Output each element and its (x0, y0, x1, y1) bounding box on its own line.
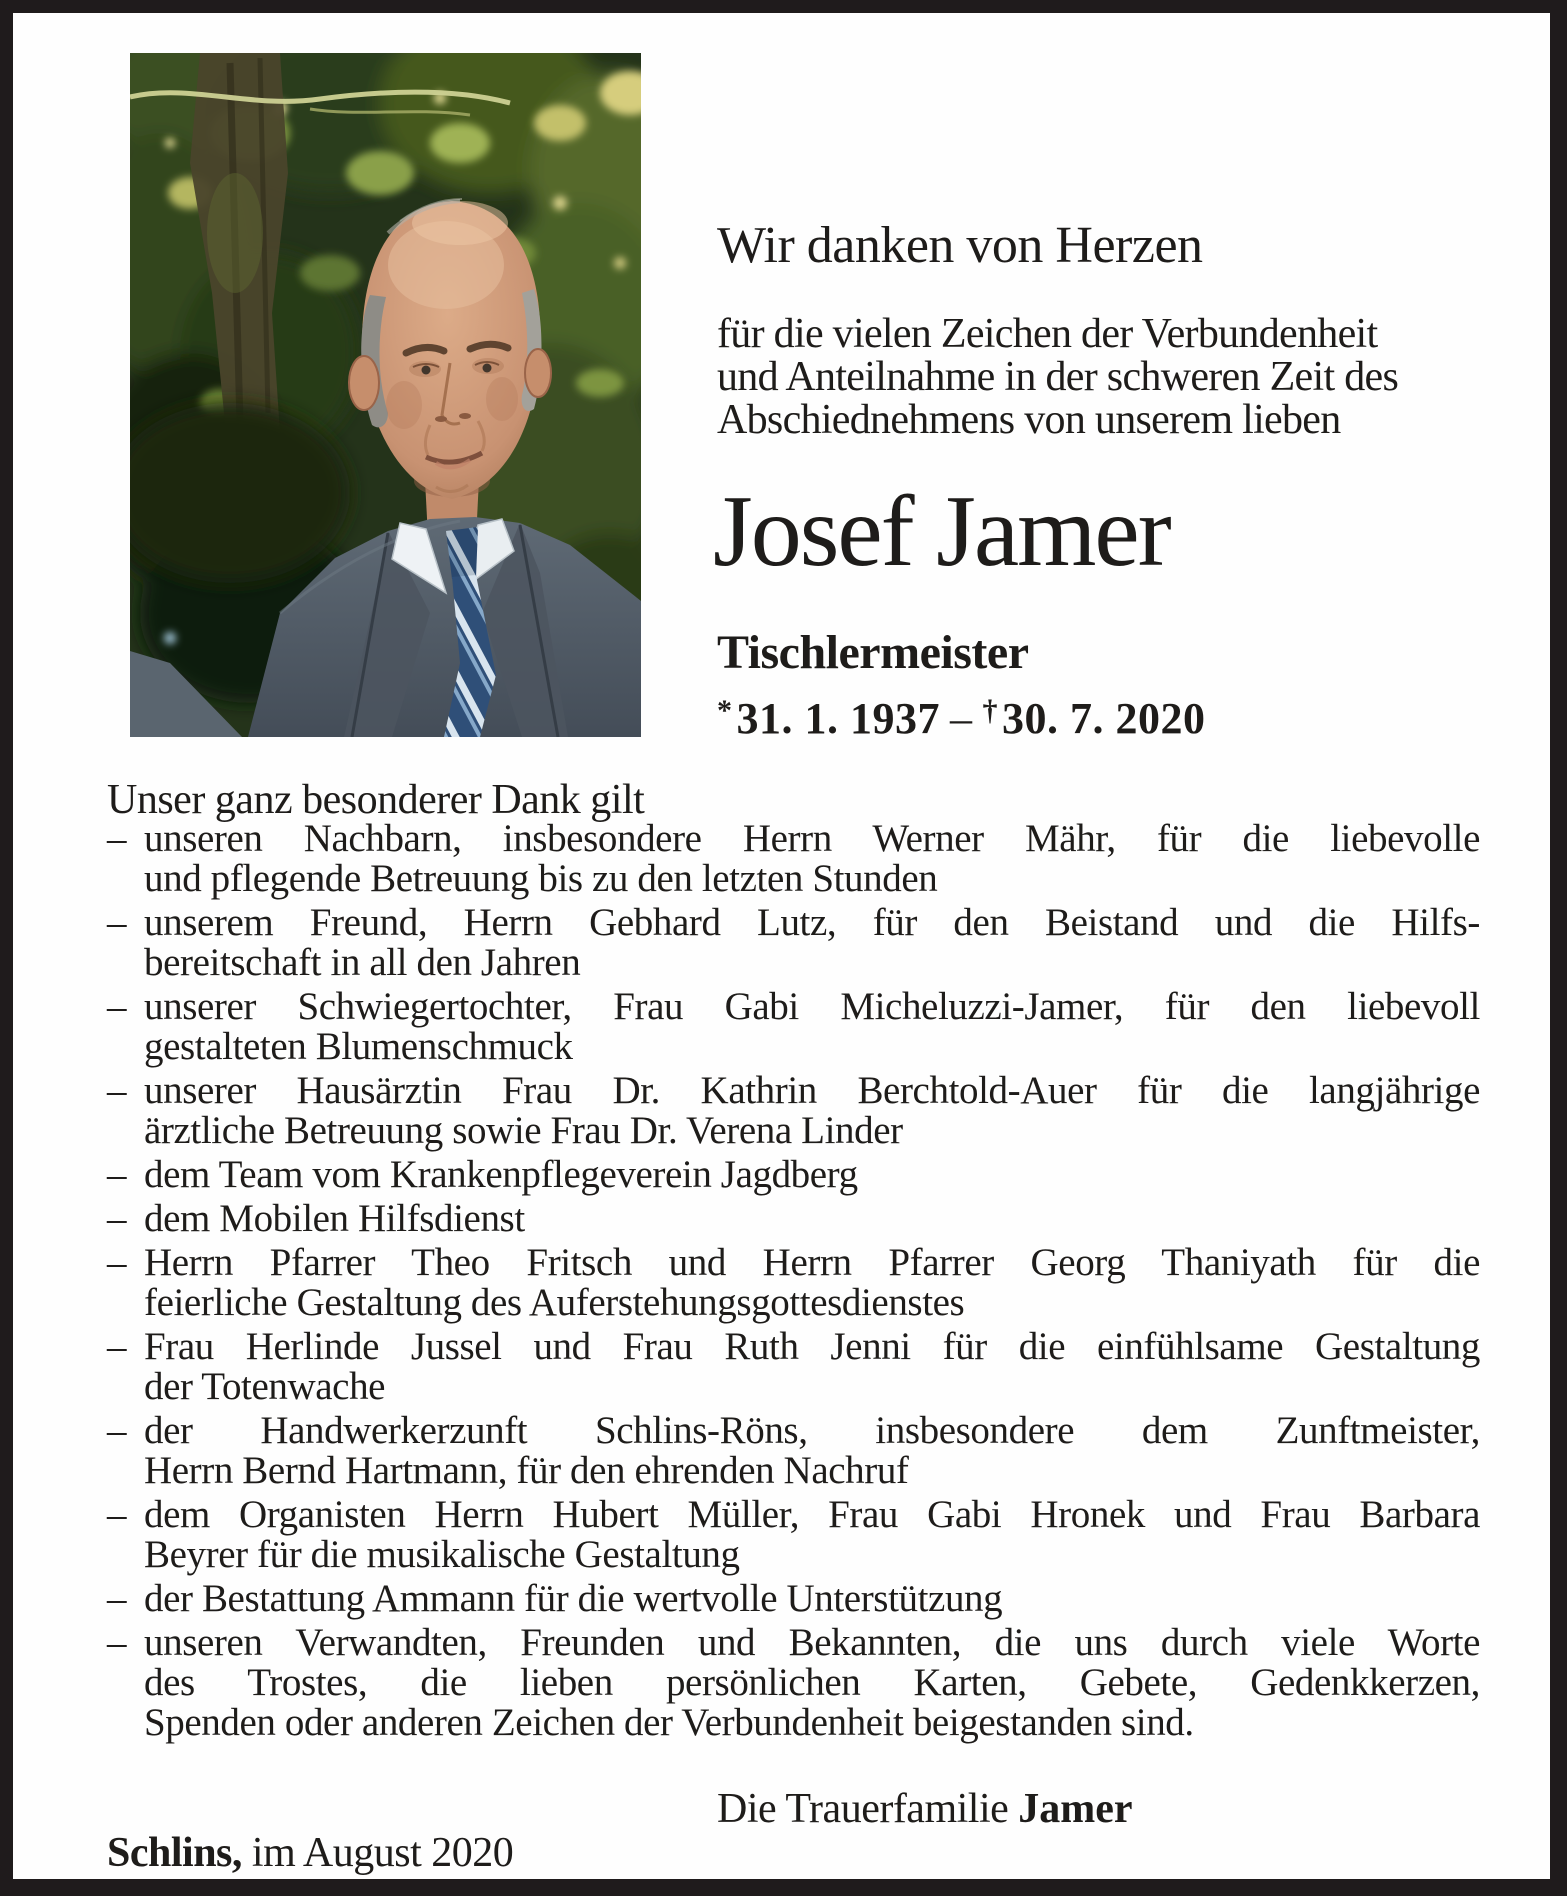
death-date: 30. 7. 2020 (1002, 694, 1206, 743)
intro-paragraph (717, 313, 1398, 442)
intro-line: für die vielen Zeichen der Verbundenheit (717, 311, 1378, 357)
thanks-item (107, 1071, 1480, 1151)
portrait-photo (130, 53, 641, 737)
thanks-item-line: unserem Freund, Herrn Gebhard Lutz, für den Beistand und die Hilfs- (144, 901, 1480, 944)
thanks-item-line: der Totenwache (144, 1365, 386, 1408)
thanks-item (107, 1579, 1480, 1619)
thanks-item-line: unserer Schwiegertochter, Frau Gabi Micheluzzi-Jamer, für den liebevoll (144, 985, 1480, 1028)
item-dash: – (107, 1241, 127, 1284)
deceased-name: Josef Jamer (713, 475, 1170, 588)
thanks-item-line: Spenden oder anderen Zeichen der Verbundenheit beigestanden sind. (144, 1701, 1194, 1744)
item-dash: – (107, 1069, 127, 1112)
thanks-item-line: der Handwerkerzunft Schlins-Röns, insbesondere dem Zunftmeister, (144, 1409, 1480, 1452)
item-dash: – (107, 1325, 127, 1368)
thanks-item-line: unserer Hausärztin Frau Dr. Kathrin Berchtold-Auer für die langjährige (144, 1069, 1480, 1112)
thanks-item-line: des Trostes, die lieben persönlichen Karten, Gebete, Gedenkkerzen, (144, 1661, 1480, 1704)
thanks-item-line: unseren Nachbarn, insbesondere Herrn Werner Mähr, für die liebevolle (144, 817, 1480, 860)
thanks-item (107, 1243, 1480, 1323)
profession-title: Tischlermeister (717, 626, 1029, 679)
item-dash: – (107, 985, 127, 1028)
thanks-item (107, 1623, 1480, 1743)
intro-heading: Wir danken von Herzen (717, 217, 1203, 274)
family-name: Jamer (1018, 1786, 1133, 1832)
thanks-item (107, 1155, 1480, 1195)
thanks-item-line: gestalteten Blumenschmuck (144, 1025, 573, 1068)
thanks-item (107, 1411, 1480, 1491)
birth-date: 31. 1. 1937 (736, 694, 940, 743)
thanks-item-line: und pflegende Betreuung bis zu den letzten Stunden (144, 857, 938, 900)
dates-separator: – (950, 694, 973, 743)
item-dash: – (107, 1577, 127, 1620)
place-name: Schlins, (107, 1830, 242, 1876)
life-dates (717, 693, 1206, 744)
thanks-intro: Unser ganz besonderer Dank gilt (107, 777, 645, 823)
thanks-item-line: dem Mobilen Hilfsdienst (144, 1197, 525, 1240)
obituary-card (13, 13, 1550, 1879)
thanks-item-line: Beyrer für die musikalische Gestaltung (144, 1533, 740, 1576)
thanks-item (107, 903, 1480, 983)
family-signature (717, 1785, 1133, 1833)
thanks-item-line: Herrn Pfarrer Theo Fritsch und Herrn Pfarrer Georg Thaniyath für die (144, 1241, 1480, 1284)
intro-line: und Anteilnahme in der schweren Zeit des (717, 354, 1399, 400)
thanks-item-line: dem Organisten Herrn Hubert Müller, Frau Gabi Hronek und Frau Barbara (144, 1493, 1480, 1536)
item-dash: – (107, 901, 127, 944)
death-symbol: † (982, 694, 998, 727)
thanks-item (107, 987, 1480, 1067)
ear-left (349, 356, 379, 410)
thanks-item (107, 819, 1480, 899)
thanks-list (107, 819, 1480, 1747)
thanks-item-line: Herrn Bernd Hartmann, für den ehrenden Nachruf (144, 1449, 909, 1492)
item-dash: – (107, 817, 127, 860)
thanks-item-line: feierliche Gestaltung des Auferstehungsgottesdienstes (144, 1281, 965, 1324)
place-date-line (107, 1829, 513, 1877)
ear-right (525, 349, 551, 397)
date-text: im August 2020 (251, 1830, 514, 1876)
thanks-item-line: der Bestattung Ammann für die wertvolle Unterstützung (144, 1577, 1003, 1620)
birth-symbol: * (717, 694, 733, 727)
thanks-item-line: Frau Herlinde Jussel und Frau Ruth Jenni für die einfühlsame Gestaltung (144, 1325, 1480, 1368)
family-prefix: Die Trauerfamilie (717, 1786, 1009, 1832)
intro-line: Abschiednehmens von unserem lieben (717, 397, 1341, 443)
item-dash: – (107, 1153, 127, 1196)
item-dash: – (107, 1409, 127, 1452)
thanks-item (107, 1327, 1480, 1407)
thanks-item-line: dem Team vom Krankenpflegeverein Jagdberg (144, 1153, 858, 1196)
thanks-item (107, 1199, 1480, 1239)
item-dash: – (107, 1197, 127, 1240)
thanks-item (107, 1495, 1480, 1575)
thanks-item-line: bereitschaft in all den Jahren (144, 941, 581, 984)
thanks-item-line: ärztliche Betreuung sowie Frau Dr. Verena Linder (144, 1109, 903, 1152)
item-dash: – (107, 1493, 127, 1536)
item-dash: – (107, 1621, 127, 1664)
thanks-item-line: unseren Verwandten, Freunden und Bekannten, die uns durch viele Worte (144, 1621, 1480, 1664)
